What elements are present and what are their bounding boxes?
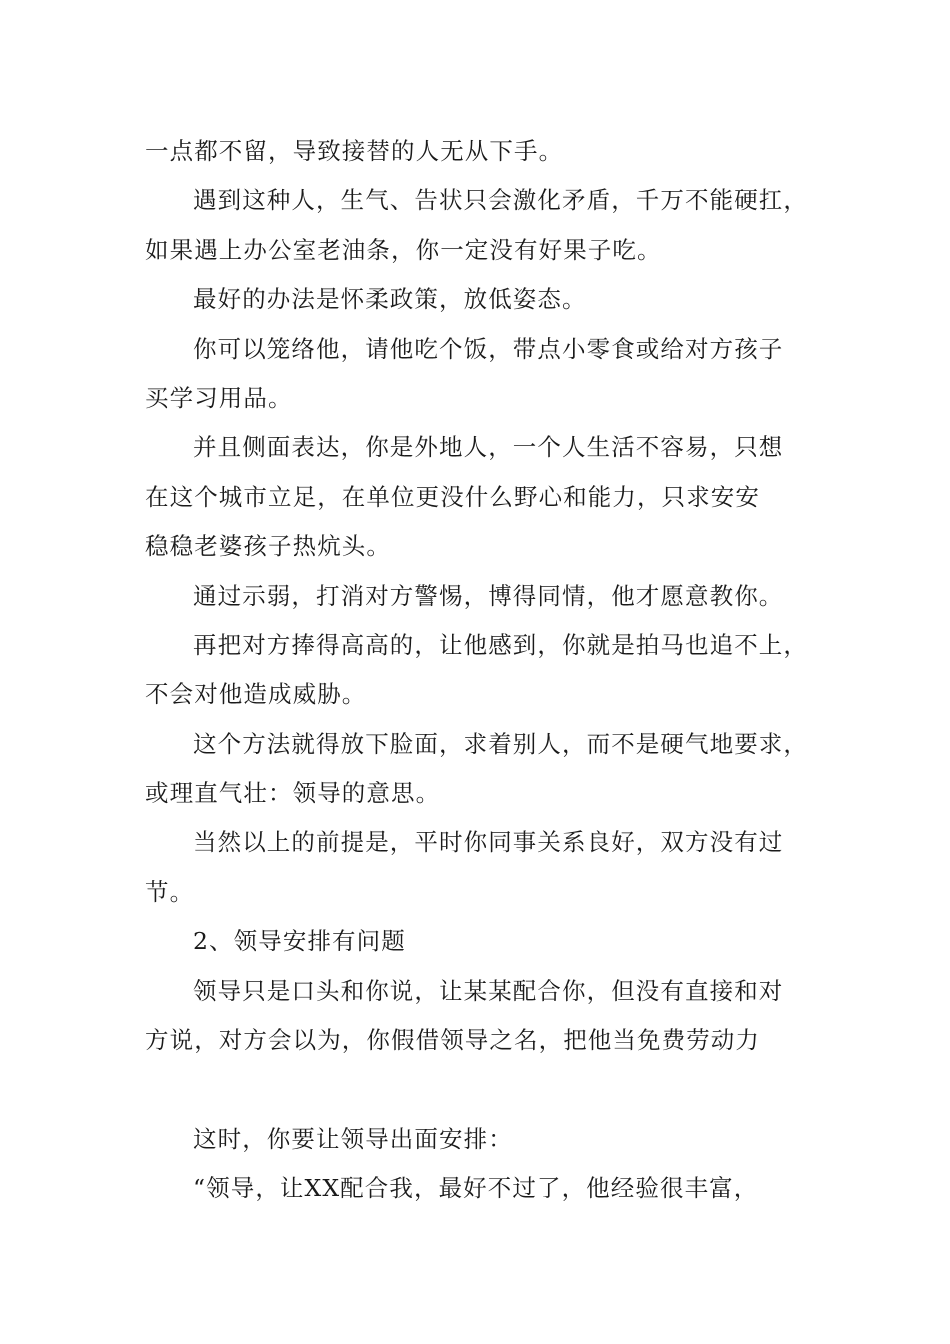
paragraph-first-line: 再把对方捧得高高的，让他感到，你就是拍马也追不上， xyxy=(193,630,808,659)
paragraph-first-line: 领导只是口头和你说，让某某配合你，但没有直接和对 xyxy=(193,976,784,1005)
paragraph-first-line: 你可以笼络他，请他吃个饭，带点小零食或给对方孩子 xyxy=(193,334,784,363)
paragraph-first-line: 最好的办法是怀柔政策，放低姿态。 xyxy=(193,285,587,314)
text-line: 不会对他造成威胁。 xyxy=(145,680,367,709)
text-line: 在这个城市立足，在单位更没什么野心和能力，只求安安 xyxy=(145,482,760,511)
text-line: 如果遇上办公室老油条，你一定没有好果子吃。 xyxy=(145,235,662,264)
paragraph-first-line: 当然以上的前提是，平时你同事关系良好，双方没有过 xyxy=(193,828,784,857)
section-heading: 2、领导安排有问题 xyxy=(193,927,406,956)
paragraph-first-line: 这时，你要让领导出面安排： xyxy=(193,1124,513,1153)
text-line: 节。 xyxy=(145,877,195,906)
text-line: 或理直气壮：领导的意思。 xyxy=(145,779,441,808)
paragraph-first-line: 并且侧面表达，你是外地人，一个人生活不容易，只想 xyxy=(193,433,784,462)
paragraph-first-line: 遇到这种人，生气、告状只会激化矛盾，千万不能硬扛， xyxy=(193,186,808,215)
text-line: 买学习用品。 xyxy=(145,383,293,412)
blank-line xyxy=(145,1065,815,1114)
text-line: 稳稳老婆孩子热炕头。 xyxy=(145,532,391,561)
text-line: 方说，对方会以为，你假借领导之名，把他当免费劳动力 xyxy=(145,1026,760,1055)
paragraph-first-line: 通过示弱，打消对方警惕，博得同情，他才愿意教你。 xyxy=(193,581,784,610)
paragraph-first-line: 这个方法就得放下脸面，求着别人，而不是硬气地要求， xyxy=(193,729,808,758)
document-body xyxy=(145,127,815,1214)
text-line: 一点都不留，导致接替的人无从下手。 xyxy=(145,137,564,165)
quote-line: “领导，让XX配合我，最好不过了，他经验很丰富， xyxy=(193,1174,759,1203)
